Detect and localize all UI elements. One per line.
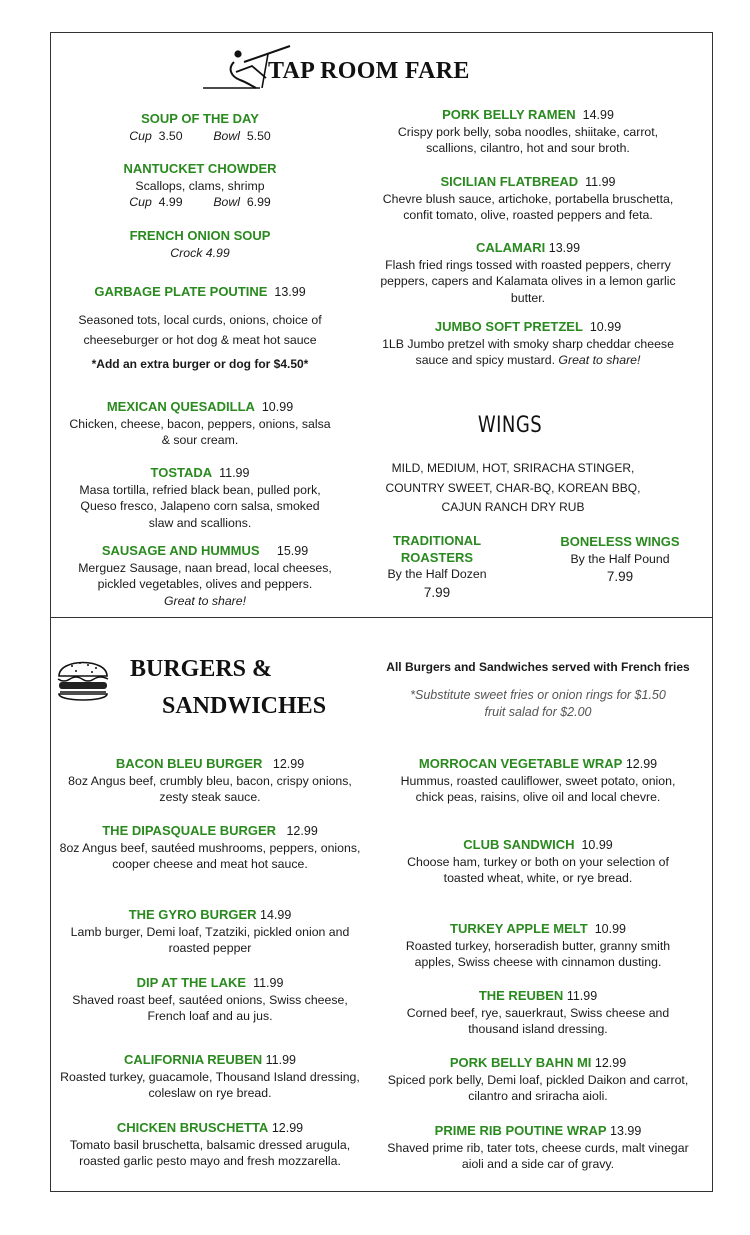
item-name: THE DIPASQUALE BURGER [102, 823, 277, 838]
item-name: BACON BLEU BURGER [115, 756, 263, 771]
menu-item: PORK BELLY BAHN MI 12.99 Spiced pork belly, Demi loaf, pickled Daikon and carrot, cilantro and sriracha aioli. [387, 1055, 689, 1103]
menu-item: CALIFORNIA REUBEN 11.99 Roasted turkey, guacamole, Thousand Island dressing, coleslaw on rye bread. [60, 1052, 360, 1100]
burgers-title-line1: BURGERS & [130, 656, 273, 682]
menu-item-sausage-hummus: SAUSAGE AND HUMMUS 15.99 Merguez Sausage, naan bread, local cheeses, pickled vegetables, olives and peppers. Great to share! [78, 543, 332, 608]
menu-item-quesadilla: MEXICAN QUESADILLA 10.99 Chicken, cheese, bacon, peppers, onions, salsa & sour cream. [69, 399, 331, 447]
served-note: All Burgers and Sandwiches served with French fries [386, 660, 690, 674]
item-name: DIP AT THE LAKE [136, 975, 247, 990]
page-title: TAP ROOM FARE [268, 58, 470, 84]
wings-title: WINGS [477, 413, 543, 438]
menu-item-flatbread: SICILIAN FLATBREAD 11.99 Chevre blush sauce, artichoke, portabella bruschetta, confit tomato, olive, roasted peppers and feta. [382, 174, 674, 222]
substitute-note: *Substitute sweet fries or onion rings for $1.50 fruit salad for $2.00 [410, 688, 666, 719]
item-name: TOSTADA [150, 465, 213, 480]
item-name: GARBAGE PLATE POUTINE [94, 284, 268, 299]
menu-item: CLUB SANDWICH 10.99 Choose ham, turkey or both on your selection of toasted wheat, white, or rye bread. [407, 837, 669, 885]
menu-item-poutine: GARBAGE PLATE POUTINE 13.99 Seasoned tots, local curds, onions, choice of cheeseburger or hot dog & meat hot sauce *Add an extra burger or dog for $4.50* [78, 284, 322, 371]
item-name: THE GYRO BURGER [128, 907, 257, 922]
item-name: PRIME RIB POUTINE WRAP [434, 1123, 607, 1138]
menu-item: DIP AT THE LAKE 11.99 Shaved roast beef, sautéed onions, Swiss cheese, French loaf and au jus. [72, 975, 348, 1023]
item-name: TRADITIONAL ROASTERS [392, 533, 482, 565]
item-name: FRENCH ONION SOUP [129, 228, 271, 243]
burgers-title-line2: SANDWICHES [162, 693, 327, 719]
item-name: CLUB SANDWICH [463, 837, 575, 852]
menu-item: TURKEY APPLE MELT 10.99 Roasted turkey, horseradish butter, granny smith apples, Swiss cheese with cinnamon dusting. [405, 921, 671, 969]
item-name: PORK BELLY BAHN MI [449, 1055, 592, 1070]
burger-icon [54, 652, 112, 704]
menu-item-ramen: PORK BELLY RAMEN 14.99 Crispy pork belly, soba noodles, shiitake, carrot, scallions, cilantro, hot and sour broth. [397, 107, 659, 155]
menu-item: THE GYRO BURGER 14.99 Lamb burger, Demi loaf, Tzatziki, pickled onion and roasted pepper [70, 907, 350, 955]
item-name: PORK BELLY RAMEN [442, 107, 576, 122]
item-name: MORROCAN VEGETABLE WRAP [418, 756, 623, 771]
item-name: SICILIAN FLATBREAD [440, 174, 579, 189]
wings-traditional: TRADITIONAL ROASTERS By the Half Dozen 7.99 [356, 533, 518, 601]
item-name: TURKEY APPLE MELT [450, 921, 588, 936]
menu-item-pretzel: JUMBO SOFT PRETZEL 10.99 1LB Jumbo pretzel with smoky sharp cheddar cheese sauce and spicy mustard. Great to share! [382, 319, 674, 367]
menu-item-soup: SOUP OF THE DAY Cup 3.50 Bowl 5.50 [60, 111, 340, 144]
item-name: BONELESS WINGS [560, 534, 680, 549]
menu-item-tostada: TOSTADA 11.99 Masa tortilla, refried black bean, pulled pork, Queso fresco, Jalapeno corn salsa, smoked slaw and scallions. [79, 465, 321, 530]
item-name: SOUP OF THE DAY [141, 111, 259, 126]
item-name: NANTUCKET CHOWDER [123, 161, 277, 176]
item-name: THE REUBEN [478, 988, 564, 1003]
menu-item-onion-soup: FRENCH ONION SOUP Crock 4.99 [60, 228, 340, 261]
item-name: SAUSAGE AND HUMMUS [101, 543, 260, 558]
menu-item-chowder: NANTUCKET CHOWDER Scallops, clams, shrimp Cup 4.99 Bowl 6.99 [60, 161, 340, 211]
menu-item: THE DIPASQUALE BURGER 12.99 8oz Angus beef, sautéed mushrooms, peppers, onions, cooper cheese and meat hot sauce. [59, 823, 361, 871]
item-name: CHICKEN BRUSCHETTA [116, 1120, 269, 1135]
wings-boneless: BONELESS WINGS By the Half Pound 7.99 [540, 534, 700, 586]
menu-item: CHICKEN BRUSCHETTA 12.99 Tomato basil bruschetta, balsamic dressed arugula, roasted garlic pesto mayo and fresh mozzarella. [69, 1120, 351, 1168]
menu-item-calamari: CALAMARI 13.99 Flash fried rings tossed with roasted peppers, cherry peppers, capers and Kalamata olives in a lemon garlic butter. [380, 240, 676, 305]
menu-item: PRIME RIB POUTINE WRAP 13.99 Shaved prime rib, tater tots, cheese curds, malt vinegar aioli and a side car of gravy. [387, 1123, 689, 1171]
menu-item: BACON BLEU BURGER 12.99 8oz Angus beef, crumbly bleu, bacon, crispy onions, zesty steak sauce. [68, 756, 352, 804]
item-name: CALIFORNIA REUBEN [123, 1052, 263, 1067]
item-name: MEXICAN QUESADILLA [106, 399, 255, 414]
item-name: CALAMARI [475, 240, 546, 255]
item-name: JUMBO SOFT PRETZEL [434, 319, 583, 334]
menu-item: MORROCAN VEGETABLE WRAP 12.99 Hummus, roasted cauliflower, sweet potato, onion, chick peas, raisins, olive oil and local chevre. [400, 756, 676, 804]
menu-item: THE REUBEN 11.99 Corned beef, rye, sauerkraut, Swiss cheese and thousand island dressing. [406, 988, 670, 1036]
wings-flavors: MILD, MEDIUM, HOT, SRIRACHA STINGER, COUNTRY SWEET, CHAR-BQ, KOREAN BBQ, CAJUN RANCH DRY RUB [385, 461, 641, 514]
